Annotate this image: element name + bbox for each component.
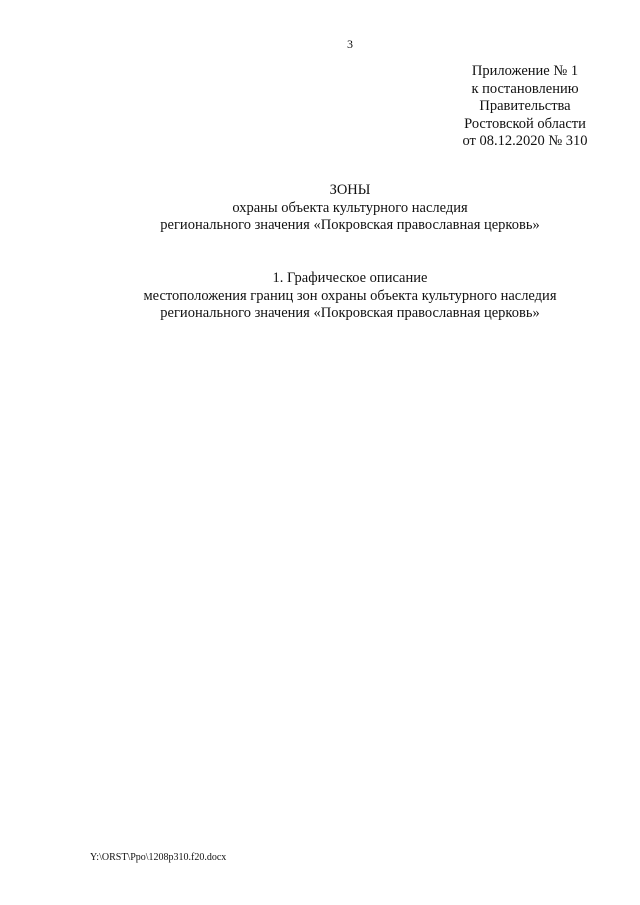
appendix-line: Ростовской области: [464, 115, 586, 132]
title-line: охраны объекта культурного наследия: [232, 199, 468, 216]
document-title: [0, 182, 640, 235]
appendix-line: от 08.12.2020 № 310: [462, 133, 588, 149]
section-line: регионального значения «Покровская православная церковь»: [160, 305, 540, 321]
title-line: регионального значения «Покровская православная церковь»: [160, 217, 540, 233]
footer-file-path: Y:\ORST\Ppo\1208p310.f20.docx: [90, 852, 227, 863]
appendix-line: к постановлению: [471, 80, 579, 97]
section-title: 1. Графическое описание: [272, 270, 428, 286]
appendix-line: Правительства: [479, 98, 571, 114]
title-heading: ЗОНЫ: [329, 182, 371, 198]
section-heading: [0, 270, 640, 323]
appendix-line: Приложение № 1: [471, 63, 579, 79]
page-number: 3: [347, 37, 353, 51]
appendix-header: [440, 63, 610, 151]
section-line: местоположения границ зон охраны объекта культурного наследия: [143, 287, 557, 304]
